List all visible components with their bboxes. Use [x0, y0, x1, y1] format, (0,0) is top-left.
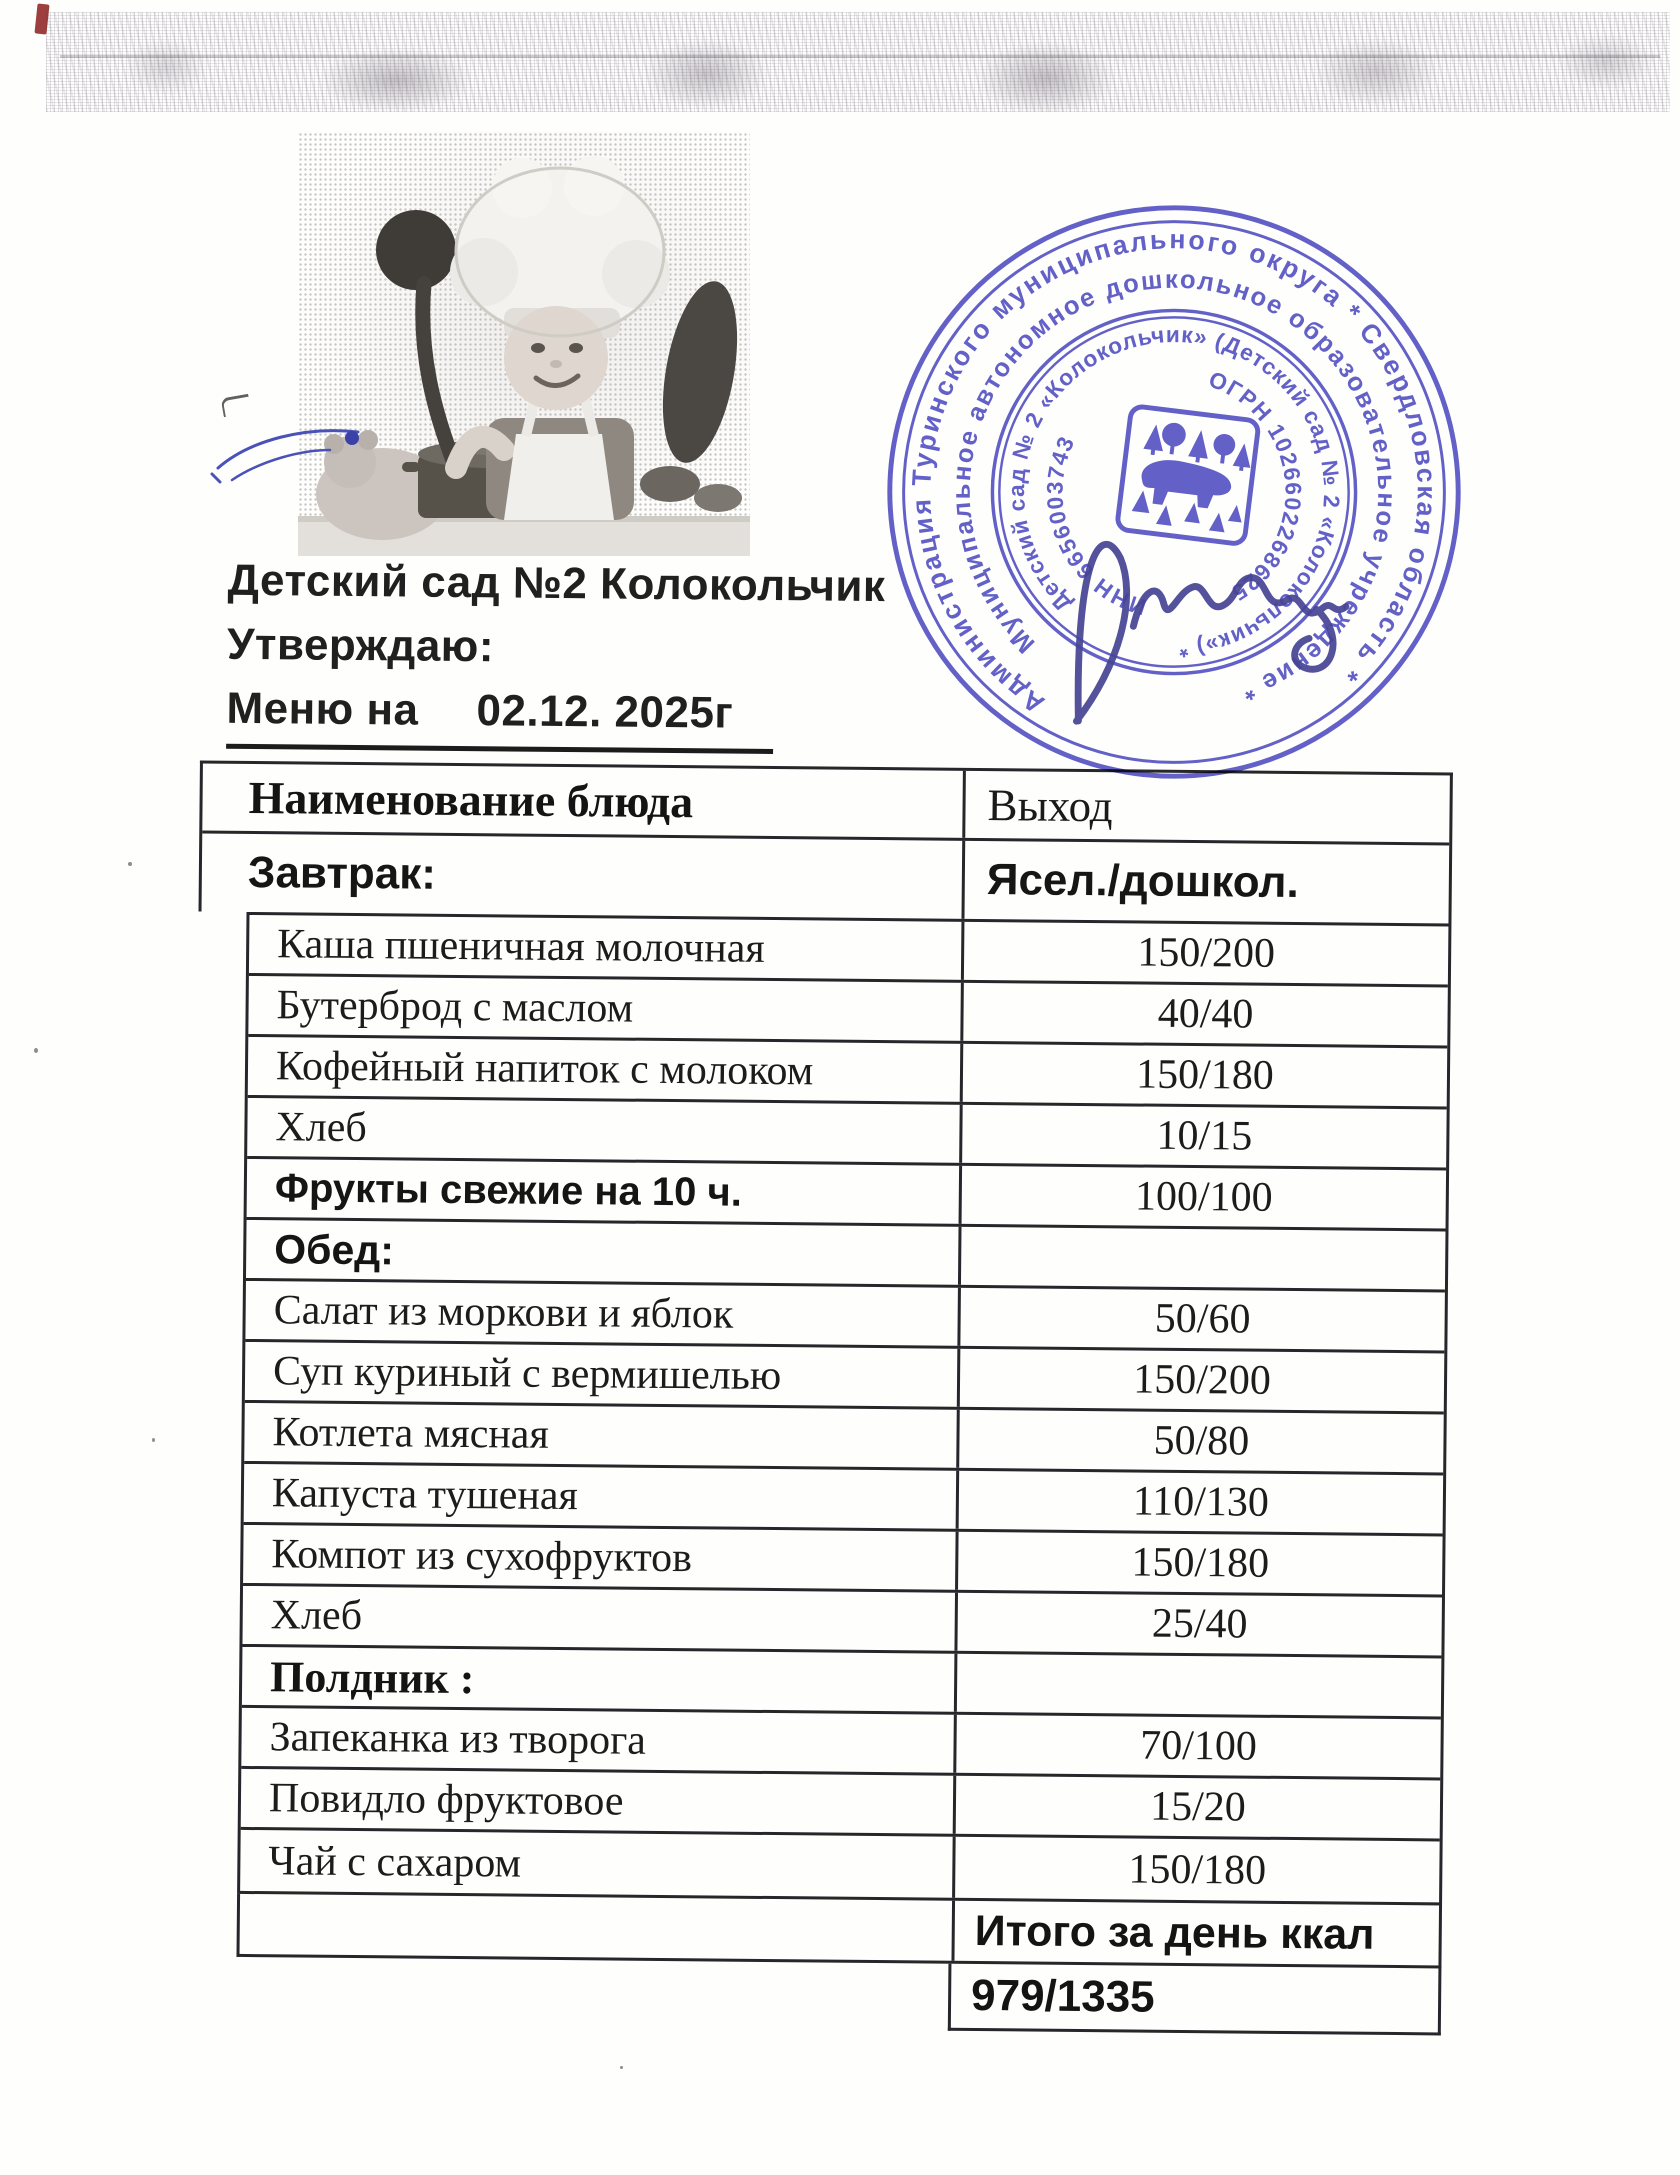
dish-name-cell: [242, 1586, 955, 1651]
portion-value-cell: [961, 922, 1449, 985]
table-row: [245, 1281, 1445, 1354]
portion-value-cell: [959, 1105, 1447, 1168]
table-row: [241, 1708, 1441, 1781]
pen-scribble: [210, 416, 420, 486]
approve-line: Утверждаю:: [226, 619, 495, 672]
dish-name-cell: [241, 1769, 954, 1834]
portion-value: 50/60: [1154, 1295, 1251, 1343]
portion-value-cell: [957, 1288, 1445, 1351]
svg-text:ИНН 6656003743: [1032, 422, 1153, 632]
table-body: [237, 912, 1451, 1906]
portion-value: 100/100: [1134, 1173, 1273, 1221]
dish-name-cell: [246, 1220, 959, 1285]
portion-value-cell: [954, 1654, 1442, 1717]
total-empty-cell: [240, 1894, 953, 1961]
dish-name-cell: [244, 1403, 957, 1468]
total-value-row: [948, 1964, 1442, 2036]
portion-value-cell: [960, 983, 1448, 1046]
portion-value: 150/200: [1132, 1356, 1272, 1404]
portion-value: 50/80: [1153, 1417, 1250, 1465]
total-value: 979/1335: [970, 1970, 1155, 2022]
dish-name: Салат из моркови и яблок: [273, 1287, 734, 1338]
menu-date: 02.12. 2025г: [476, 686, 734, 738]
stamp-ring-outer-text: Администрация Туринского муниципального округа * Свердловская область *: [906, 224, 1442, 720]
table-row: [242, 1647, 1442, 1720]
dish-name: Суп куриный с вермишелью: [272, 1348, 782, 1400]
org-title: Детский сад №2 Колокольчик: [227, 555, 886, 612]
table-row: [248, 976, 1448, 1049]
table-row: [244, 1464, 1444, 1537]
dish-name: Капуста тушеная: [271, 1470, 579, 1520]
dish-name: Повидло фруктовое: [268, 1775, 624, 1825]
dish-name: Полдник :: [269, 1651, 475, 1703]
stamp-rings: [878, 196, 1470, 788]
pen-tick-mark: [221, 394, 252, 418]
dish-name-cell: [247, 1159, 960, 1224]
child-chef-illustration: [298, 132, 750, 556]
dish-name-cell: [245, 1281, 958, 1346]
portion-value-cell: [954, 1593, 1442, 1656]
breakfast-header-row: [202, 834, 1450, 924]
table-row: [248, 1037, 1448, 1110]
table-row: [247, 1159, 1447, 1232]
portion-value: 110/130: [1132, 1478, 1270, 1526]
dish-name: Хлеб: [270, 1592, 363, 1640]
dish-name: Хлеб: [275, 1104, 367, 1152]
portion-value-cell: [953, 1715, 1441, 1778]
dish-name: Котлета мясная: [272, 1409, 549, 1458]
dust-speck: [128, 862, 132, 866]
portion-header-cell: [961, 841, 1449, 924]
dish-name: Компот из сухофруктов: [271, 1531, 693, 1582]
dish-name: Каша пшеничная молочная: [276, 921, 765, 972]
red-ink-mark: [34, 3, 49, 34]
dish-header-cell: [202, 764, 963, 838]
dish-name-cell: [241, 1708, 954, 1773]
dish-header-label: Наименование блюда: [248, 771, 694, 828]
dish-name: Запеканка из творога: [269, 1714, 647, 1764]
portion-value-cell: [957, 1349, 1445, 1412]
portion-header-label: Ясел./дошкол.: [986, 855, 1299, 908]
table-row: [246, 1220, 1446, 1293]
official-stamp: [878, 196, 1470, 788]
portion-value: 150/200: [1137, 929, 1276, 977]
dish-name: Чай с сахаром: [268, 1837, 522, 1887]
dish-name-cell: [248, 976, 961, 1041]
stamp-inn-text: ИНН 6656003743: [1041, 431, 1150, 621]
table-row: [243, 1525, 1443, 1598]
child-chef-photo: [298, 132, 750, 556]
portion-value-cell: [953, 1776, 1441, 1839]
portion-value-cell: [958, 1227, 1446, 1290]
portion-value-cell: [956, 1471, 1444, 1534]
table-row: [241, 1769, 1441, 1842]
table-row: [245, 1342, 1445, 1415]
menu-prefix: Меню на: [226, 683, 419, 735]
dish-name: Бутерброд с маслом: [276, 982, 634, 1032]
table-row: [242, 1586, 1442, 1659]
menu-table: [136, 760, 1508, 2036]
scanner-noise-band: [46, 12, 1670, 112]
stamp-ogrn-text: ОГРН 1026602268625: [1205, 365, 1307, 607]
dish-name-cell: [240, 1830, 953, 1898]
portion-value: 40/40: [1157, 990, 1254, 1038]
dust-speck: [34, 1048, 38, 1053]
total-row: [236, 1894, 1442, 1969]
menu-date-line: [226, 677, 773, 754]
table-row: [249, 915, 1449, 988]
total-label: Итого за день ккал: [974, 1906, 1375, 1959]
dust-speck: [620, 2066, 623, 2069]
dish-name: Обед:: [274, 1225, 395, 1273]
portion-value-cell: [952, 1837, 1440, 1903]
portion-value: 70/100: [1139, 1722, 1258, 1770]
stamp-coat-of-arms: [1117, 406, 1259, 545]
dish-name: Фрукты свежие на 10 ч.: [274, 1165, 743, 1215]
dish-name-cell: [247, 1098, 960, 1163]
portion-value-cell: [956, 1410, 1444, 1473]
table-row: [247, 1098, 1447, 1171]
portion-value-cell: [955, 1532, 1443, 1595]
dish-name-cell: [243, 1525, 956, 1590]
portion-value: 15/20: [1149, 1783, 1247, 1831]
portion-value-cell: [959, 1166, 1447, 1229]
output-header-label: Выход: [987, 779, 1113, 831]
dish-name-cell: [248, 1037, 961, 1102]
stamp-ring-middle-text: Муниципальное автономное дошкольное образовательное учреждение *: [947, 265, 1401, 707]
dish-name: Кофейный напиток с молоком: [275, 1043, 814, 1095]
dish-name-cell: [249, 915, 962, 980]
portion-value: 150/180: [1128, 1845, 1267, 1894]
table-row: [240, 1830, 1440, 1903]
breakfast-label-cell: [202, 834, 963, 919]
total-label-cell: [951, 1901, 1439, 1966]
dish-name-cell: [242, 1647, 955, 1712]
stamp-svg: [878, 196, 1470, 788]
table-row: [244, 1403, 1444, 1476]
portion-value: 10/15: [1156, 1112, 1253, 1160]
portion-value: 150/180: [1135, 1051, 1275, 1099]
portion-value: 150/180: [1131, 1539, 1270, 1587]
stamp-ring-inner-text: Детский сад № 2 «Колокольчик» (Детский сад № 2 «Колокольчик») *: [1002, 320, 1346, 663]
portion-value: 25/40: [1151, 1600, 1248, 1648]
dish-name-cell: [244, 1464, 957, 1529]
breakfast-label: Завтрак:: [247, 847, 437, 899]
portion-value-cell: [960, 1044, 1448, 1107]
dish-name-cell: [245, 1342, 958, 1407]
scanner-noise-streak: [60, 55, 1660, 58]
